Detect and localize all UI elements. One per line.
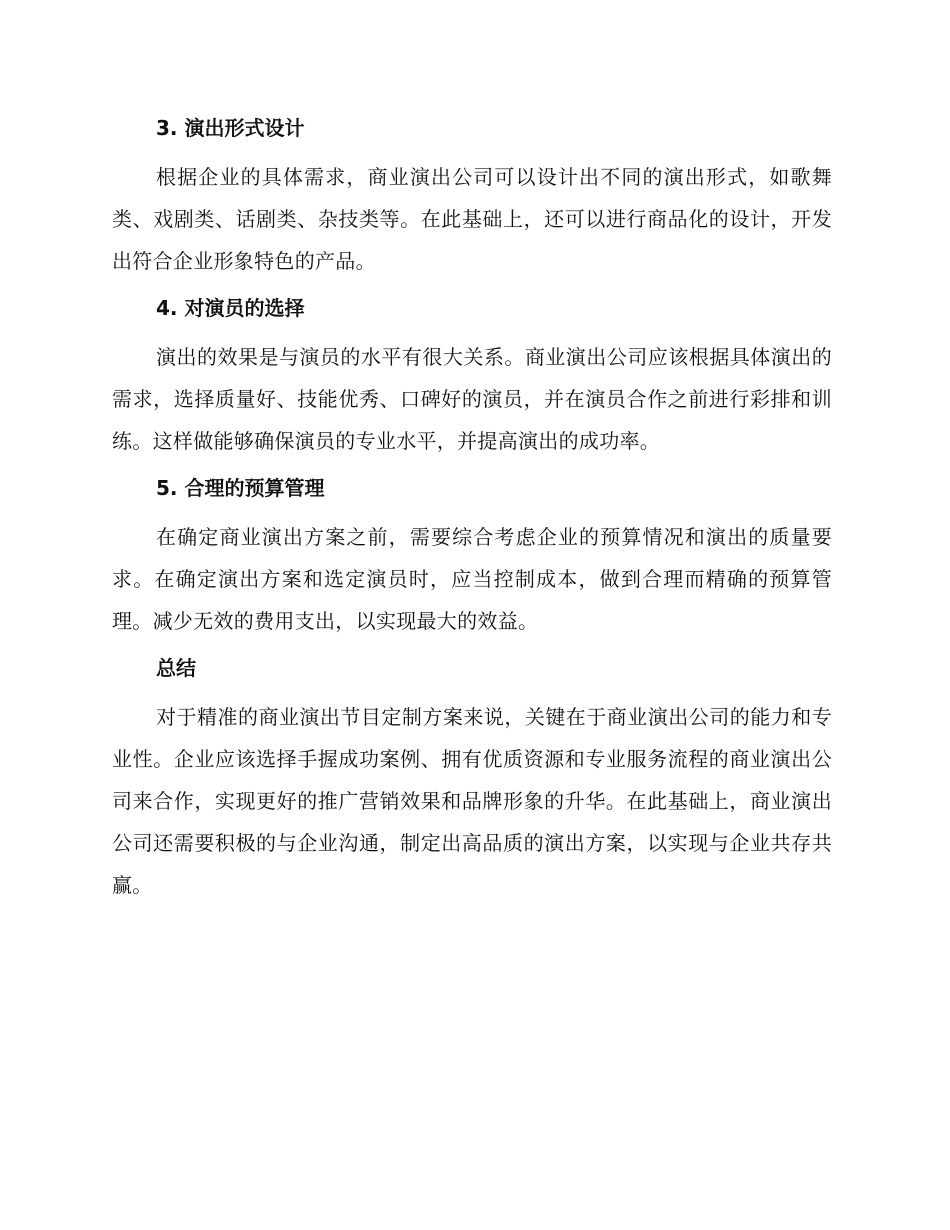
section-heading-performance-format: 3. 演出形式设计	[156, 116, 305, 140]
section-body-budget-management: 在确定商业演出方案之前，需要综合考虑企业的预算情况和演出的质量要求。在确定演出方案和选定演员时，应当控制成本，做到合理而精确的预算管理。减少无效的费用支出，以实现最大的效益。	[112, 525, 832, 633]
section-body-performance-format: 根据企业的具体需求，商业演出公司可以设计出不同的演出形式，如歌舞类、戏剧类、话剧类、杂技类等。在此基础上，还可以进行商品化的设计，开发出符合企业形象特色的产品。	[112, 165, 832, 273]
section-body-summary: 对于精准的商业演出节目定制方案来说，关键在于商业演出公司的能力和专业性。企业应该选择手握成功案例、拥有优质资源和专业服务流程的商业演出公司来合作，实现更好的推广营销效果和品牌形象的升华。在此基础上，商业演出公司还需要积极的与企业沟通，制定出高品质的演出方案，以实现与企业共存共赢。	[112, 705, 832, 897]
section-heading-budget-management: 5. 合理的预算管理	[156, 476, 325, 500]
section-body-actor-selection: 演出的效果是与演员的水平有很大关系。商业演出公司应该根据具体演出的需求，选择质量好、技能优秀、口碑好的演员，并在演员合作之前进行彩排和训练。这样做能够确保演员的专业水平，并提高演出的成功率。	[112, 345, 832, 453]
section-heading-summary: 总结	[156, 656, 196, 680]
section-heading-actor-selection: 4. 对演员的选择	[156, 296, 305, 320]
document-content	[112, 106, 832, 910]
